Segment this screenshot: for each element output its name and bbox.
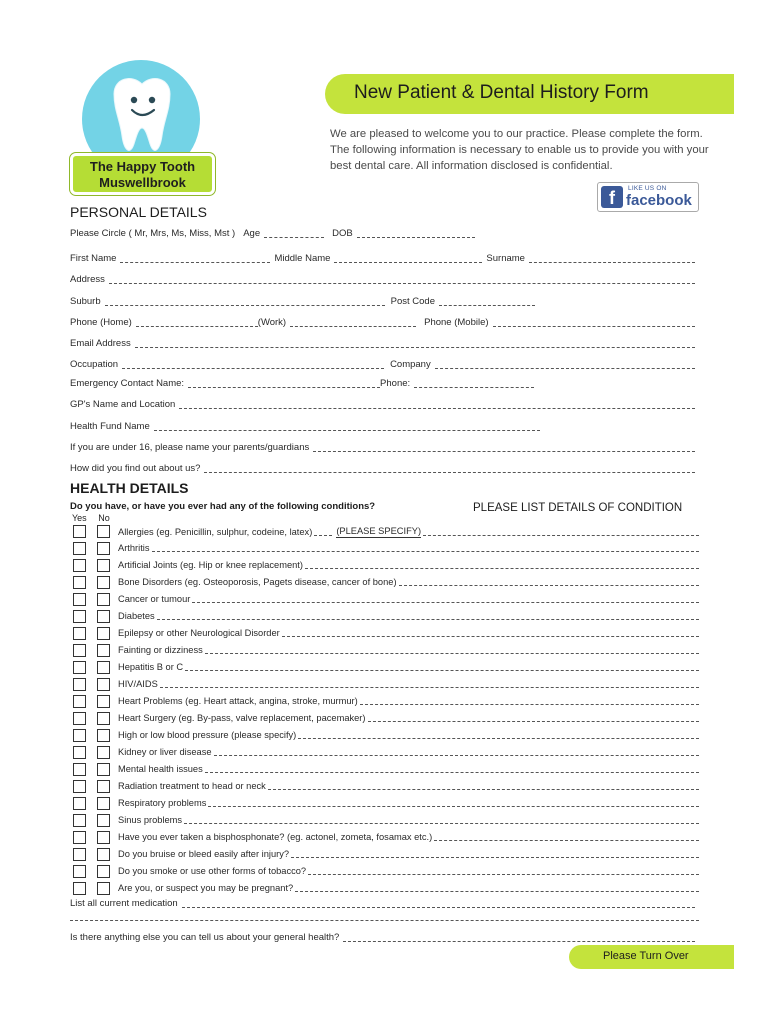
condition-row <box>73 660 699 676</box>
phone-mobile-label: Phone (Mobile) <box>424 317 489 328</box>
condition-details-field[interactable] <box>360 704 699 705</box>
condition-yes-checkbox[interactable] <box>73 729 86 742</box>
first-name-label: First Name <box>70 253 117 264</box>
condition-no-checkbox[interactable] <box>97 627 110 640</box>
condition-details-field[interactable] <box>423 535 699 536</box>
occupation-field[interactable] <box>122 368 384 369</box>
dob-field[interactable] <box>357 237 475 238</box>
condition-yes-checkbox[interactable] <box>73 525 86 538</box>
condition-yes-checkbox[interactable] <box>73 593 86 606</box>
surname-field[interactable] <box>529 262 695 263</box>
dob-label: DOB <box>332 228 353 239</box>
condition-row <box>73 524 699 540</box>
condition-label: Diabetes <box>118 611 155 621</box>
condition-no-checkbox[interactable] <box>97 525 110 538</box>
condition-label: High or low blood pressure (please specify) <box>118 730 297 740</box>
condition-details-field[interactable] <box>192 602 699 603</box>
condition-text <box>118 543 699 554</box>
age-label: Age <box>243 228 261 239</box>
condition-text <box>118 594 699 605</box>
condition-row <box>73 558 699 574</box>
condition-no-checkbox[interactable] <box>97 559 110 572</box>
condition-details-field[interactable] <box>208 806 699 807</box>
condition-label: Allergies (eg. Penicillin, sulphur, codeine, latex) <box>118 527 313 537</box>
condition-no-checkbox[interactable] <box>97 695 110 708</box>
condition-row <box>73 796 699 812</box>
condition-text <box>118 832 699 843</box>
condition-label: Have you ever taken a bisphosphonate? (eg. actonel, zometa, fosamax etc.) <box>118 832 433 842</box>
condition-no-checkbox[interactable] <box>97 712 110 725</box>
company-label: Company <box>390 359 431 370</box>
anything-else-row <box>70 930 699 944</box>
age-field[interactable] <box>264 237 324 238</box>
health-fund-field[interactable] <box>154 430 540 431</box>
medication-label: List all current medication <box>70 898 178 909</box>
form-title-bar <box>325 74 734 114</box>
phone-home-field[interactable] <box>136 326 258 327</box>
gp-label: GP's Name and Location <box>70 399 176 410</box>
email-label: Email Address <box>70 338 131 349</box>
condition-row <box>73 745 699 761</box>
condition-yes-checkbox[interactable] <box>73 627 86 640</box>
condition-yes-checkbox[interactable] <box>73 661 86 674</box>
condition-row <box>73 626 699 642</box>
condition-details-field[interactable] <box>305 568 699 569</box>
yes-no-header <box>72 513 110 523</box>
condition-label: Do you bruise or bleed easily after injury? <box>118 849 290 859</box>
condition-label: Bone Disorders (eg. Osteoporosis, Pagets disease, cancer of bone) <box>118 577 397 587</box>
practice-logo <box>70 60 215 200</box>
condition-label: Respiratory problems <box>118 798 207 808</box>
turn-over-text: Please Turn Over <box>603 950 689 962</box>
facebook-like-badge[interactable] <box>597 182 699 212</box>
emergency-row <box>70 376 699 390</box>
suburb-field[interactable] <box>105 305 385 306</box>
condition-text <box>118 883 699 894</box>
medication-extra-line[interactable] <box>70 920 699 921</box>
condition-text <box>118 849 699 860</box>
allergies-short-field[interactable] <box>314 535 332 536</box>
condition-text <box>118 781 699 792</box>
medication-row <box>70 896 699 910</box>
condition-yes-checkbox[interactable] <box>73 746 86 759</box>
condition-no-checkbox[interactable] <box>97 610 110 623</box>
condition-no-checkbox[interactable] <box>97 848 110 861</box>
condition-yes-checkbox[interactable] <box>73 695 86 708</box>
condition-yes-checkbox[interactable] <box>73 576 86 589</box>
condition-label: Cancer or tumour <box>118 594 191 604</box>
condition-row <box>73 694 699 710</box>
turn-over-bar <box>569 945 734 969</box>
condition-text <box>118 662 699 673</box>
health-fund-row <box>70 419 699 433</box>
condition-text <box>118 764 699 775</box>
anything-else-field[interactable] <box>343 941 695 942</box>
condition-row <box>73 592 699 608</box>
condition-row <box>73 643 699 659</box>
condition-row <box>73 864 699 880</box>
condition-row <box>73 711 699 727</box>
condition-no-checkbox[interactable] <box>97 661 110 674</box>
guardians-field[interactable] <box>313 451 695 452</box>
condition-details-field[interactable] <box>368 721 699 722</box>
condition-label: Do you smoke or use other forms of tobacco? <box>118 866 307 876</box>
intro-text: We are pleased to welcome you to our practice. Please complete the form. The following information is necessary to enable us to provide you with your best dental care. All information disclosed is confidential. <box>330 128 709 172</box>
suburb-row <box>70 294 699 308</box>
condition-yes-checkbox[interactable] <box>73 763 86 776</box>
condition-details-field[interactable] <box>157 619 699 620</box>
condition-details-field[interactable] <box>152 551 699 552</box>
condition-row <box>73 728 699 744</box>
condition-no-checkbox[interactable] <box>97 729 110 742</box>
condition-no-checkbox[interactable] <box>97 763 110 776</box>
condition-row <box>73 677 699 693</box>
condition-details-field[interactable] <box>205 653 699 654</box>
condition-no-checkbox[interactable] <box>97 593 110 606</box>
condition-no-checkbox[interactable] <box>97 746 110 759</box>
no-header: No <box>98 513 110 523</box>
condition-label: Artificial Joints (eg. Hip or knee replacement) <box>118 560 303 570</box>
condition-text <box>118 628 699 639</box>
find-out-field[interactable] <box>204 472 695 473</box>
email-row <box>70 336 699 350</box>
emergency-name-field[interactable] <box>188 387 380 388</box>
surname-label: Surname <box>486 253 525 264</box>
condition-yes-checkbox[interactable] <box>73 848 86 861</box>
logo-line-2: Muswellbrook <box>99 175 186 190</box>
condition-yes-checkbox[interactable] <box>73 559 86 572</box>
condition-text <box>118 815 699 826</box>
phone-row <box>70 315 699 329</box>
gp-field[interactable] <box>179 408 695 409</box>
middle-name-label: Middle Name <box>274 253 331 264</box>
condition-label: Epilepsy or other Neurological Disorder <box>118 628 280 638</box>
condition-no-checkbox[interactable] <box>97 797 110 810</box>
condition-yes-checkbox[interactable] <box>73 780 86 793</box>
conditions-question: Do you have, or have you ever had any of the following conditions? <box>70 501 376 512</box>
condition-yes-checkbox[interactable] <box>73 542 86 555</box>
condition-text <box>118 611 699 622</box>
condition-text <box>118 730 699 741</box>
suburb-label: Suburb <box>70 296 101 307</box>
condition-text <box>118 866 699 877</box>
condition-no-checkbox[interactable] <box>97 882 110 895</box>
anything-else-label: Is there anything else you can tell us about your general health? <box>70 932 340 943</box>
condition-no-checkbox[interactable] <box>97 831 110 844</box>
emergency-phone-field[interactable] <box>414 387 534 388</box>
condition-no-checkbox[interactable] <box>97 814 110 827</box>
condition-yes-checkbox[interactable] <box>73 797 86 810</box>
condition-no-checkbox[interactable] <box>97 542 110 555</box>
find-out-row <box>70 461 699 475</box>
title-age-dob-row <box>70 226 699 240</box>
health-fund-label: Health Fund Name <box>70 421 150 432</box>
condition-label: Kidney or liver disease <box>118 747 212 757</box>
condition-details-field[interactable] <box>184 823 699 824</box>
emergency-label: Emergency Contact Name: <box>70 378 185 389</box>
facebook-like-text: LIKE US ON <box>628 185 667 192</box>
condition-no-checkbox[interactable] <box>97 865 110 878</box>
condition-row <box>73 881 699 897</box>
phone-mobile-field[interactable] <box>493 326 695 327</box>
condition-yes-checkbox[interactable] <box>73 865 86 878</box>
condition-label: Radiation treatment to head or neck <box>118 781 266 791</box>
condition-label: HIV/AIDS <box>118 679 158 689</box>
occupation-row <box>70 357 699 371</box>
work-field[interactable] <box>290 326 416 327</box>
condition-no-checkbox[interactable] <box>97 780 110 793</box>
condition-yes-checkbox[interactable] <box>73 644 86 657</box>
address-field[interactable] <box>109 283 695 284</box>
condition-text <box>118 526 699 538</box>
condition-yes-checkbox[interactable] <box>73 814 86 827</box>
condition-text <box>118 679 699 690</box>
condition-label: Mental health issues <box>118 764 203 774</box>
title-circle-label: Please Circle ( Mr, Mrs, Ms, Miss, Mst ) <box>70 228 236 239</box>
occupation-label: Occupation <box>70 359 119 370</box>
condition-details-field[interactable] <box>308 874 699 875</box>
condition-label: Hepatitis B or C <box>118 662 184 672</box>
condition-label: Fainting or dizziness <box>118 645 203 655</box>
condition-yes-checkbox[interactable] <box>73 882 86 895</box>
form-title: New Patient & Dental History Form <box>354 82 649 103</box>
condition-text <box>118 747 699 758</box>
condition-details-field[interactable] <box>291 857 699 858</box>
condition-no-checkbox[interactable] <box>97 576 110 589</box>
condition-details-field[interactable] <box>214 755 699 756</box>
address-label: Address <box>70 274 105 285</box>
condition-yes-checkbox[interactable] <box>73 610 86 623</box>
condition-details-field[interactable] <box>434 840 699 841</box>
work-label: (Work) <box>257 317 287 328</box>
email-field[interactable] <box>135 347 695 348</box>
facebook-wordmark: facebook <box>626 192 692 209</box>
condition-details-field[interactable] <box>185 670 699 671</box>
condition-label: Sinus problems <box>118 815 183 825</box>
post-code-label: Post Code <box>390 296 436 307</box>
middle-name-field[interactable] <box>334 262 482 263</box>
company-field[interactable] <box>435 368 695 369</box>
logo-label <box>70 153 215 195</box>
list-details-heading: PLEASE LIST DETAILS OF CONDITION <box>473 502 683 514</box>
condition-details-field[interactable] <box>268 789 699 790</box>
condition-text <box>118 645 699 656</box>
condition-no-checkbox[interactable] <box>97 678 110 691</box>
condition-no-checkbox[interactable] <box>97 644 110 657</box>
condition-details-field[interactable] <box>205 772 699 773</box>
condition-yes-checkbox[interactable] <box>73 712 86 725</box>
condition-details-field[interactable] <box>295 891 699 892</box>
condition-details-field[interactable] <box>399 585 699 586</box>
post-code-field[interactable] <box>439 305 535 306</box>
yes-header: Yes <box>72 513 87 523</box>
guardians-row <box>70 440 699 454</box>
condition-yes-checkbox[interactable] <box>73 831 86 844</box>
gp-row <box>70 397 699 411</box>
condition-row <box>73 541 699 557</box>
condition-label: Arthritis <box>118 543 150 553</box>
guardians-label: If you are under 16, please name your parents/guardians <box>70 442 310 453</box>
condition-details-field[interactable] <box>282 636 699 637</box>
medication-field[interactable] <box>182 907 695 908</box>
condition-label: Heart Problems (eg. Heart attack, angina, stroke, murmur) <box>118 696 358 706</box>
condition-text <box>118 577 699 588</box>
condition-text <box>118 798 699 809</box>
condition-row <box>73 813 699 829</box>
find-out-label: How did you find out about us? <box>70 463 201 474</box>
condition-row <box>73 779 699 795</box>
condition-row <box>73 609 699 625</box>
condition-row <box>73 575 699 591</box>
condition-label: Heart Surgery (eg. By-pass, valve replacement, pacemaker) <box>118 713 366 723</box>
first-name-field[interactable] <box>120 262 270 263</box>
condition-details-field[interactable] <box>298 738 699 739</box>
condition-text <box>118 713 699 724</box>
condition-row <box>73 830 699 846</box>
condition-label: Are you, or suspect you may be pregnant? <box>118 883 294 893</box>
condition-row <box>73 847 699 863</box>
address-row <box>70 272 699 286</box>
name-row <box>70 251 699 265</box>
logo-line-1: The Happy Tooth <box>89 159 196 174</box>
condition-details-field[interactable] <box>160 687 699 688</box>
condition-text <box>118 696 699 707</box>
condition-yes-checkbox[interactable] <box>73 678 86 691</box>
emergency-phone-label: Phone: <box>380 378 411 389</box>
condition-text <box>118 560 699 571</box>
facebook-icon: f <box>601 186 623 208</box>
condition-row <box>73 762 699 778</box>
please-specify-label: (PLEASE SPECIFY) <box>336 526 422 536</box>
phone-home-label: Phone (Home) <box>70 317 132 328</box>
health-details-heading: HEALTH DETAILS <box>70 480 189 496</box>
personal-details-heading: PERSONAL DETAILS <box>70 204 207 220</box>
